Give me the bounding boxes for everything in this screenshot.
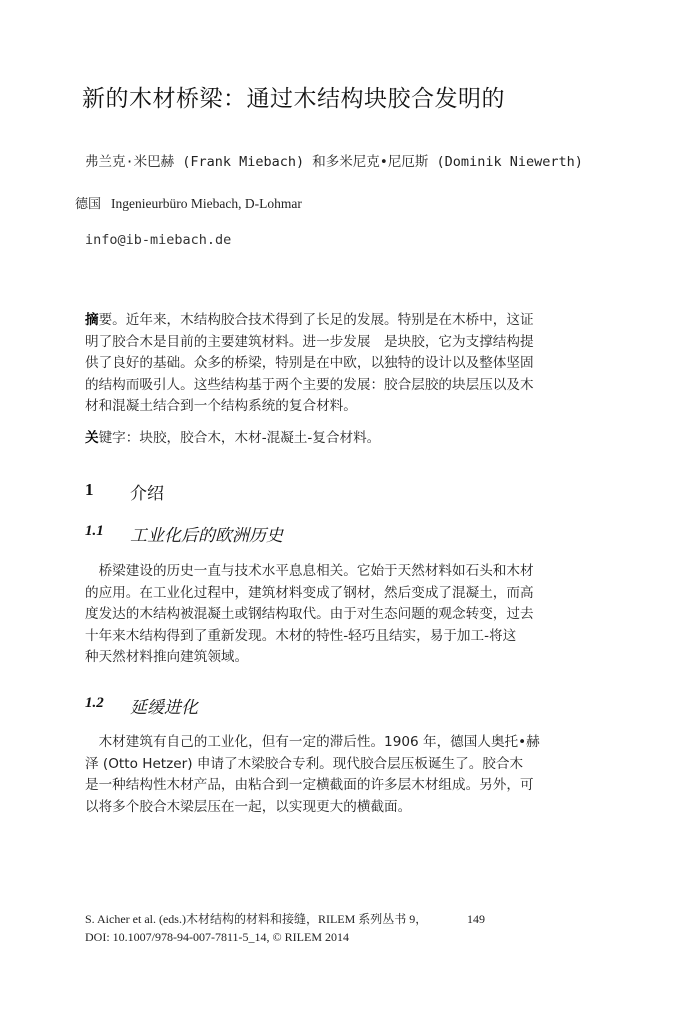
subsection-number: 1.1 [85, 523, 104, 539]
subsection-number: 1.2 [85, 695, 104, 711]
doi-line: DOI: 10.1007/978-94-007-7811-5_14, © RILEM 2014 [85, 930, 349, 944]
abstract [85, 310, 615, 418]
author-email: info@ib-miebach.de [85, 232, 232, 248]
section-body [85, 561, 534, 669]
body-line: 是一种结构性木材产品，由粘合到一定横截面的许多层木材组成。另外，可 [85, 777, 534, 793]
subsection-title: 延缓进化 [130, 698, 198, 718]
author-line: 弗兰克·米巴赫 (Frank Miebach) 和多米尼克•尼厄斯 (Dominik Niewerth) [85, 154, 583, 170]
section-body [85, 732, 540, 818]
section-number: 1 [85, 480, 94, 499]
keywords-text: 键字：块胶，胶合木，木材-混凝土-复合材料。 [98, 430, 381, 446]
body-line: 十年来木结构得到了重新发现。木材的特性-轻巧且结实，易于加工-将这 [85, 627, 517, 644]
body-line: 以将多个胶合木梁层压在一起，以实现更大的横截面。 [85, 798, 412, 815]
page-number: 149 [467, 912, 485, 926]
body-line: 桥梁建设的历史一直与技术水平息息相关。它始于天然材料如石头和木材 [85, 563, 534, 579]
body-line: 种天然材料推向建筑领域。 [85, 649, 249, 665]
abstract-label-rest: 要。 [98, 312, 126, 328]
page-footer [85, 910, 485, 946]
body-line: 泽 (Otto Hetzer) 申请了木梁胶合专利。现代胶合层压板诞生了。胶合木 [85, 755, 524, 772]
affiliation-institute: Ingenieurbüro Miebach, D-Lohmar [111, 196, 302, 211]
body-line: 的应用。在工业化过程中，建筑材料变成了钢材，然后变成了混凝土，而高 [85, 584, 534, 601]
abstract-line [85, 310, 615, 332]
body-line: 度发达的木结构被混凝土或钢结构取代。由于对生态问题的观念转变，过去 [85, 606, 534, 622]
keywords-label: 关 [85, 430, 99, 446]
paper-title: 新的木材桥梁：通过木结构块胶合发明的 [82, 86, 505, 112]
abstract-text: 近年来，木结构胶合技术得到了长足的发展。特别是在木桥中，这证 [125, 312, 534, 328]
affiliation-country: 德国 [75, 197, 102, 212]
citation-line: S. Aicher et al. (eds.)木材结构的材料和接缝，RILEM 系列丛书 9， [85, 912, 428, 926]
keywords [85, 428, 380, 450]
abstract-line: 材和混凝土结合到一个结构系统的复合材料。 [85, 398, 357, 414]
abstract-line: 明了胶合木是目前的主要建筑材料。进一步发展 是块胶，它为支撑结构提 [85, 333, 534, 350]
abstract-label: 摘 [85, 312, 99, 328]
abstract-line: 供了良好的基础。众多的桥梁，特别是在中欧，以独特的设计以及整体坚固 [85, 355, 534, 371]
section-title: 介绍 [130, 484, 164, 504]
subsection-title: 工业化后的欧洲历史 [130, 526, 283, 546]
affiliation [75, 193, 302, 212]
body-line: 木材建筑有自己的工业化，但有一定的滞后性。1906 年，德国人奥托•赫 [85, 734, 540, 750]
abstract-line: 的结构而吸引人。这些结构基于两个主要的发展：胶合层胶的块层压以及木 [85, 376, 534, 393]
